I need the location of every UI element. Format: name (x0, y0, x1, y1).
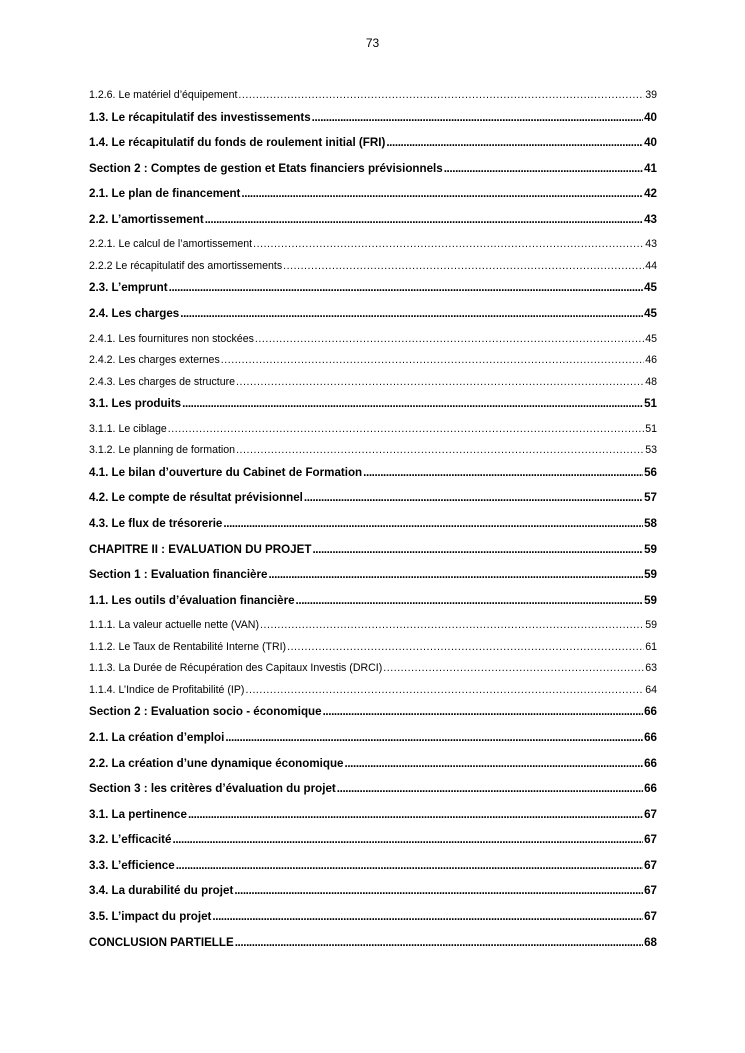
toc-entry[interactable] (89, 640, 657, 662)
toc-entry[interactable] (89, 490, 657, 516)
toc-entry-page: 45 (645, 332, 657, 345)
toc-entry-title: CHAPITRE II : EVALUATION DU PROJET (89, 542, 312, 556)
toc-entry-title: 4.3. Le flux de trésorerie (89, 516, 223, 530)
toc-entry[interactable] (89, 353, 657, 375)
toc-entry-page: 43 (644, 212, 657, 226)
toc-dot-leader (287, 640, 644, 655)
toc-dot-leader (205, 212, 643, 227)
toc-entry-page: 64 (645, 683, 657, 696)
toc-entry-page: 59 (644, 593, 657, 607)
toc-entry-title: Section 1 : Evaluation financière (89, 568, 268, 582)
toc-entry-page: 66 (644, 756, 657, 770)
toc-entry[interactable] (89, 186, 657, 212)
toc-entry[interactable] (89, 516, 657, 542)
toc-entry[interactable] (89, 883, 657, 909)
toc-dot-leader (234, 883, 643, 898)
toc-dot-leader (236, 443, 644, 458)
toc-entry[interactable] (89, 593, 657, 619)
toc-entry-title: 1.2.6. Le matériel d’équipement (89, 89, 238, 101)
toc-dot-leader (323, 704, 644, 719)
toc-dot-leader (223, 516, 643, 531)
toc-dot-leader (253, 237, 644, 252)
toc-dot-leader (221, 353, 644, 368)
toc-entry-title: 1.1.1. La valeur actuelle nette (VAN) (89, 619, 259, 632)
toc-entry[interactable] (89, 306, 657, 332)
toc-entry[interactable] (89, 781, 657, 807)
toc-entry[interactable] (89, 567, 657, 593)
toc-entry-page: 67 (644, 858, 657, 872)
toc-entry[interactable] (89, 280, 657, 306)
toc-entry[interactable] (89, 832, 657, 858)
toc-entry[interactable] (89, 661, 657, 683)
toc-entry-page: 51 (645, 422, 657, 435)
toc-entry-page: 56 (644, 465, 657, 479)
toc-entry-page: 39 (645, 89, 657, 101)
toc-entry-page: 48 (645, 375, 657, 388)
toc-entry-page: 67 (644, 807, 657, 821)
toc-dot-leader (312, 110, 643, 125)
toc-entry[interactable] (89, 465, 657, 491)
toc-entry-page: 68 (644, 935, 657, 949)
toc-entry[interactable] (89, 807, 657, 833)
toc-entry-title: 2.4.2. Les charges externes (89, 354, 220, 367)
toc-entry[interactable] (89, 135, 657, 161)
toc-entry[interactable] (89, 212, 657, 238)
toc-dot-leader (238, 88, 644, 103)
toc-entry-title: 3.3. L’efficience (89, 858, 175, 872)
toc-entry-page: 63 (645, 662, 657, 675)
toc-entry-page: 61 (645, 640, 657, 653)
toc-entry-title: 2.2.1. Le calcul de l’amortissement (89, 238, 253, 251)
toc-entry-page: 43 (645, 238, 657, 251)
toc-dot-leader (182, 396, 643, 411)
toc-dot-leader (283, 259, 644, 274)
toc-entry-title: CONCLUSION PARTIELLE (89, 935, 234, 949)
toc-dot-leader (236, 375, 644, 390)
toc-entry-title: 3.1. La pertinence (89, 807, 187, 821)
toc-entry[interactable] (89, 332, 657, 354)
toc-entry-page: 57 (644, 491, 657, 505)
toc-entry[interactable] (89, 730, 657, 756)
toc-entry[interactable] (89, 909, 657, 935)
toc-dot-leader (312, 542, 643, 557)
toc-entry-title: 2.2. La création d’une dynamique économique (89, 756, 344, 770)
toc-entry-title: 1.1.3. La Durée de Récupération des Capitaux Investis (DRCI) (89, 662, 383, 675)
toc-entry-page: 51 (644, 397, 657, 411)
toc-entry-page: 45 (644, 307, 657, 321)
toc-entry-title: 3.1.1. Le ciblage (89, 422, 167, 435)
toc-entry-page: 42 (644, 187, 657, 201)
toc-dot-leader (444, 161, 643, 176)
toc-dot-leader (255, 332, 644, 347)
toc-entry[interactable] (89, 618, 657, 640)
toc-entry-title: 3.4. La durabilité du projet (89, 884, 234, 898)
toc-entry[interactable] (89, 683, 657, 705)
toc-dot-leader (386, 135, 643, 150)
toc-entry[interactable] (89, 396, 657, 422)
toc-entry-title: 1.1.2. Le Taux de Rentabilité Interne (TRI) (89, 640, 287, 653)
toc-dot-leader (260, 618, 644, 633)
toc-entry-page: 53 (645, 444, 657, 457)
page-number: 73 (365, 36, 380, 50)
toc-entry[interactable] (89, 704, 657, 730)
toc-entry[interactable] (89, 858, 657, 884)
toc-entry-title: Section 2 : Comptes de gestion et Etats financiers prévisionnels (89, 161, 443, 175)
toc-dot-leader (176, 858, 643, 873)
toc-entry-page: 59 (645, 619, 657, 632)
toc-entry[interactable] (89, 756, 657, 782)
toc-entry-title: 3.1. Les produits (89, 397, 182, 411)
toc-entry-title: Section 2 : Evaluation socio - économique (89, 705, 322, 719)
toc-dot-leader (337, 781, 643, 796)
toc-entry-title: Section 3 : les critères d’évaluation du projet (89, 782, 336, 796)
toc-dot-leader (383, 661, 644, 676)
toc-entry[interactable] (89, 542, 657, 568)
toc-entry-page: 66 (644, 705, 657, 719)
toc-entry-title: 2.3. L’emprunt (89, 281, 168, 295)
toc-entry-title: 1.3. Le récapitulatif des investissements (89, 110, 311, 124)
toc-entry-title: 4.1. Le bilan d’ouverture du Cabinet de Formation (89, 465, 363, 479)
toc-entry-page: 67 (644, 884, 657, 898)
toc-entry-page: 59 (644, 542, 657, 556)
toc-entry-title: 2.2.2 Le récapitulatif des amortissements (89, 259, 283, 272)
toc-dot-leader (268, 567, 643, 582)
toc-entry-page: 59 (644, 568, 657, 582)
toc-dot-leader (296, 593, 644, 608)
toc-entry-title: 2.4. Les charges (89, 307, 180, 321)
toc-dot-leader (235, 935, 643, 950)
toc-dot-leader (168, 422, 644, 437)
toc-entry-page: 41 (644, 161, 657, 175)
toc-entry-title: 3.2. L’efficacité (89, 833, 172, 847)
toc-entry-page: 58 (644, 516, 657, 530)
toc-entry[interactable] (89, 259, 657, 281)
toc-entry[interactable] (89, 110, 657, 136)
toc-entry-title: 2.1. La création d’emploi (89, 730, 225, 744)
toc-entry[interactable] (89, 422, 657, 444)
toc-entry-page: 46 (645, 354, 657, 367)
toc-entry[interactable] (89, 88, 657, 110)
toc-entry-page: 67 (644, 910, 657, 924)
toc-dot-leader (180, 306, 643, 321)
toc-entry[interactable] (89, 443, 657, 465)
toc-entry-title: 2.2. L’amortissement (89, 212, 204, 226)
toc-entry-title: 2.4.1. Les fournitures non stockées (89, 332, 254, 345)
toc-entry-title: 3.5. L’impact du projet (89, 910, 212, 924)
toc-dot-leader (169, 280, 643, 295)
toc-entry-title: 3.1.2. Le planning de formation (89, 444, 236, 457)
toc-entry-page: 40 (644, 136, 657, 150)
toc-entry-page: 66 (644, 782, 657, 796)
toc-entry[interactable] (89, 161, 657, 187)
toc-entry-title: 1.1. Les outils d’évaluation financière (89, 593, 295, 607)
toc-entry[interactable] (89, 375, 657, 397)
toc-dot-leader (241, 186, 643, 201)
toc-entry-title: 2.1. Le plan de financement (89, 187, 241, 201)
toc-entry-title: 1.1.4. L’Indice de Profitabilité (IP) (89, 683, 245, 696)
table-of-contents (89, 88, 657, 960)
toc-entry-title: 1.4. Le récapitulatif du fonds de roulement initial (FRI) (89, 136, 386, 150)
toc-entry[interactable] (89, 935, 657, 961)
toc-entry-title: 2.4.3. Les charges de structure (89, 375, 236, 388)
toc-entry-page: 66 (644, 730, 657, 744)
toc-entry-page: 45 (644, 281, 657, 295)
toc-dot-leader (344, 756, 643, 771)
toc-entry-page: 44 (645, 259, 657, 272)
toc-entry-title: 4.2. Le compte de résultat prévisionnel (89, 491, 303, 505)
toc-dot-leader (188, 807, 643, 822)
toc-entry[interactable] (89, 237, 657, 259)
toc-dot-leader (363, 465, 643, 480)
toc-entry-page: 67 (644, 833, 657, 847)
toc-dot-leader (304, 490, 643, 505)
toc-entry-page: 40 (644, 110, 657, 124)
toc-dot-leader (225, 730, 643, 745)
toc-dot-leader (173, 832, 644, 847)
toc-dot-leader (212, 909, 643, 924)
toc-dot-leader (245, 683, 644, 698)
